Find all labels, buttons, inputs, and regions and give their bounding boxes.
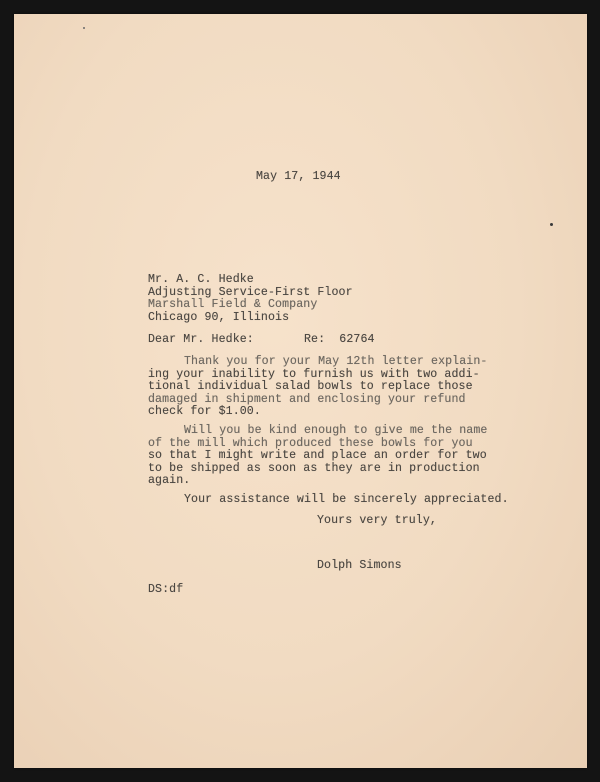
paragraph-line: tional individual salad bowls to replace those <box>148 380 473 393</box>
body-paragraph-3: Your assistance will be sincerely appreciated. <box>184 493 509 506</box>
paragraph-line: ing your inability to furnish us with two addi- <box>148 367 480 381</box>
address-line: Mr. A. C. Hedke <box>148 273 254 286</box>
ink-speck <box>550 223 553 226</box>
address-line: Chicago 90, Illinois <box>148 310 290 324</box>
paragraph-line: damaged in shipment and enclosing your refund <box>148 392 466 406</box>
paragraph-line: Will you be kind enough to give me the name <box>184 424 488 437</box>
salutation: Dear Mr. Hedke: <box>148 333 254 346</box>
paragraph-line: so that I might write and place an order for two <box>148 449 487 462</box>
paragraph-line: check for $1.00. <box>148 405 261 418</box>
reference-initials: DS:df <box>148 583 184 596</box>
complimentary-closing: Yours very truly, <box>317 514 437 527</box>
address-line: Marshall Field & Company <box>148 298 318 311</box>
reference-number: Re: 62764 <box>304 333 375 346</box>
signature-name: Dolph Simons <box>317 559 402 572</box>
paragraph-line: again. <box>148 474 191 487</box>
paragraph-line: to be shipped as soon as they are in production <box>148 461 480 475</box>
paragraph-line: of the mill which produced these bowls for you <box>148 436 473 450</box>
letter-page <box>14 14 587 768</box>
ink-speck <box>83 27 85 29</box>
letter-date: May 17, 1944 <box>256 170 341 183</box>
paragraph-line: Thank you for your May 12th letter explain- <box>184 355 488 368</box>
address-line: Adjusting Service-First Floor <box>148 285 353 299</box>
